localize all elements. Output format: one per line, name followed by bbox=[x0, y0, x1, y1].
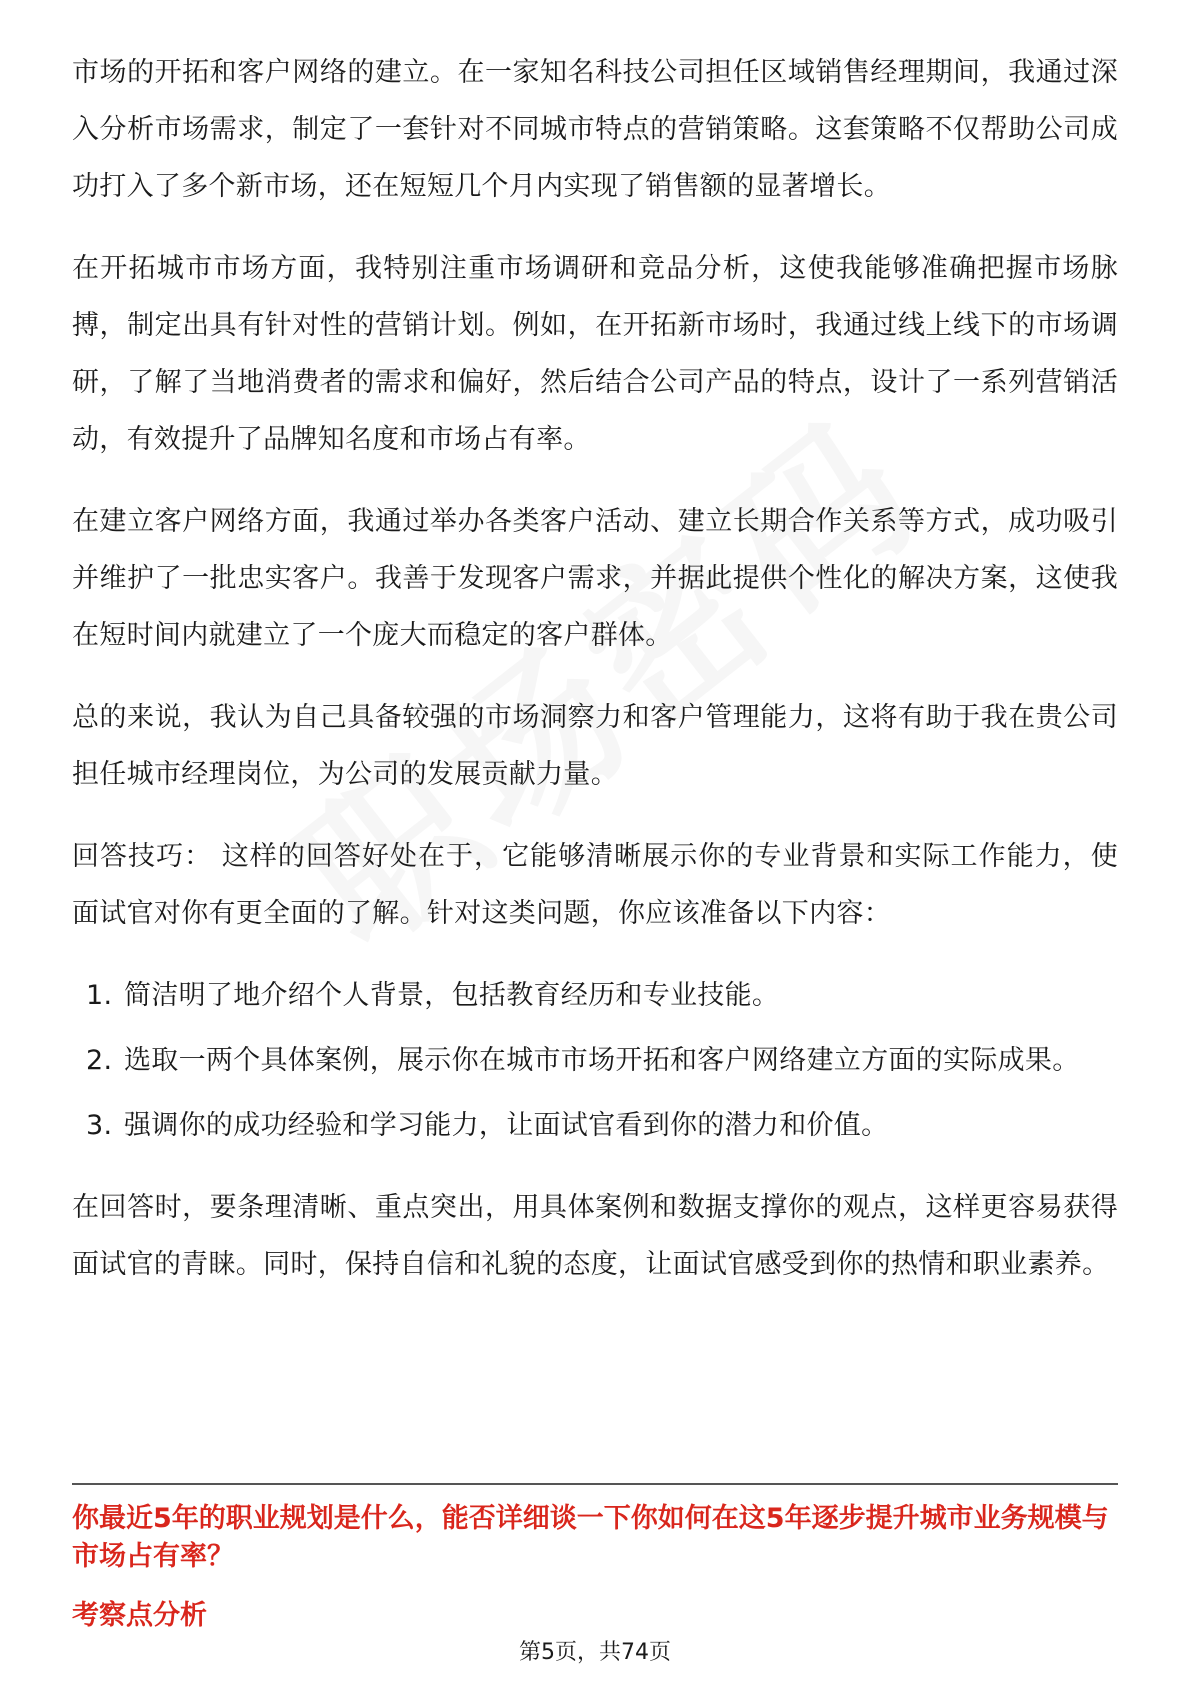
list-item-number: 3. bbox=[86, 1110, 113, 1141]
list-item-text: 简洁明了地介绍个人背景，包括教育经历和专业技能。 bbox=[124, 980, 780, 1011]
section-divider bbox=[72, 1483, 1118, 1485]
paragraph-market: 在开拓城市市场方面，我特别注重市场调研和竞品分析，这使我能够准确把握市场脉搏，制定出具有针对性的营销计划。例如，在开拓新市场时，我通过线上线下的市场调研，了解了当地消费者的需求和偏好，然后结合公司产品的特点，设计了一系列营销活动，有效提升了品牌知名度和市场占有率。 bbox=[72, 253, 1118, 455]
paragraph-clients: 在建立客户网络方面，我通过举办各类客户活动、建立长期合作关系等方式，成功吸引并维护了一批忠实客户。我善于发现客户需求，并据此提供个性化的解决方案，这使我在短时间内就建立了一个庞大而稳定的客户群体。 bbox=[72, 506, 1118, 651]
paragraph-intro: 市场的开拓和客户网络的建立。在一家知名科技公司担任区域销售经理期间，我通过深入分析市场需求，制定了一套针对不同城市特点的营销策略。这套策略不仅帮助公司成功打入了多个新市场，还在短短几个月内实现了销售额的显著增长。 bbox=[72, 57, 1118, 202]
list-item bbox=[72, 1097, 1118, 1154]
page-body bbox=[72, 44, 1118, 1318]
paragraph-closing: 在回答时，要条理清晰、重点突出，用具体案例和数据支撑你的观点，这样更容易获得面试官的青睐。同时，保持自信和礼貌的态度，让面试官感受到你的热情和职业素养。 bbox=[72, 1192, 1118, 1280]
list-item-text: 选取一两个具体案例，展示你在城市市场开拓和客户网络建立方面的实际成果。 bbox=[124, 1045, 1080, 1076]
paragraph-answer-tips: 回答技巧： 这样的回答好处在于，它能够清晰展示你的专业背景和实际工作能力，使面试官对你有更全面的了解。针对这类问题，你应该准备以下内容： bbox=[72, 841, 1118, 929]
list-item-text: 强调你的成功经验和学习能力，让面试官看到你的潜力和价值。 bbox=[124, 1110, 889, 1141]
list-item bbox=[72, 1032, 1118, 1089]
page-number-footer: 第5页，共74页 bbox=[519, 1640, 671, 1665]
list-item-number: 2. bbox=[86, 1045, 113, 1076]
next-question-heading: 你最近5年的职业规划是什么，能否详细谈一下你如何在这5年逐步提升城市业务规模与市场占有率？ bbox=[72, 1503, 1109, 1572]
analysis-subheading: 考察点分析 bbox=[72, 1600, 207, 1631]
tips-list bbox=[72, 967, 1118, 1154]
list-item-number: 1. bbox=[86, 980, 113, 1011]
list-item bbox=[72, 967, 1118, 1024]
paragraph-summary: 总的来说，我认为自己具备较强的市场洞察力和客户管理能力，这将有助于我在贵公司担任城市经理岗位，为公司的发展贡献力量。 bbox=[72, 702, 1118, 790]
